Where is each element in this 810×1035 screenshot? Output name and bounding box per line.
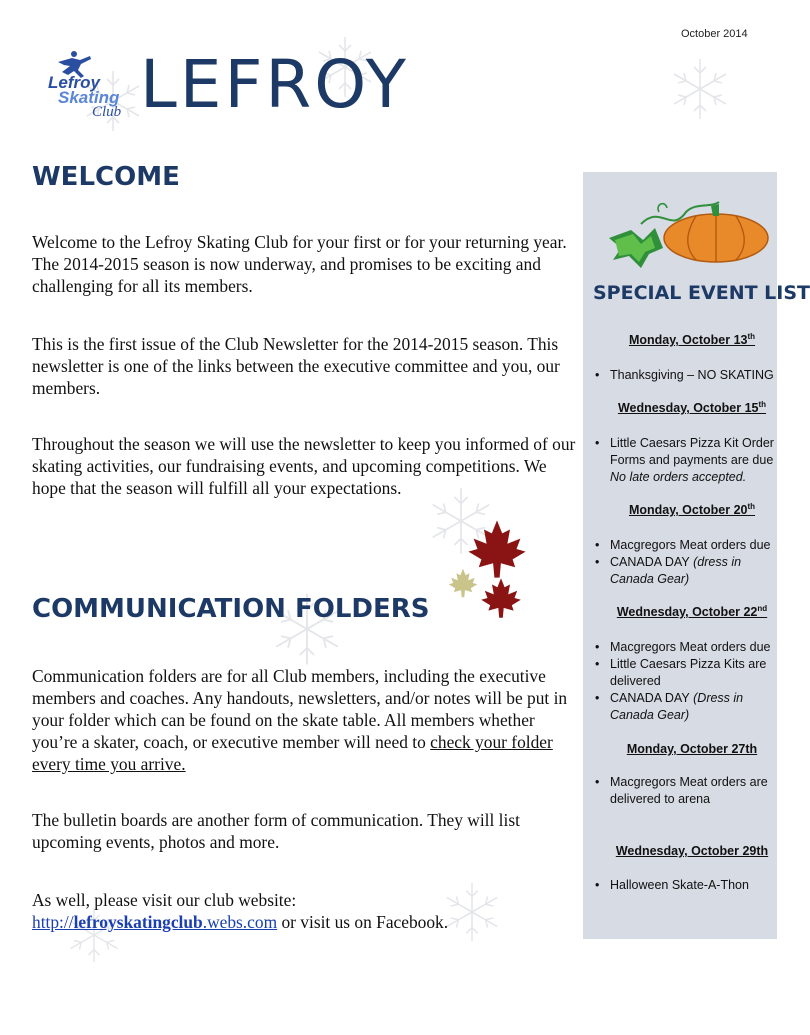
event-date: Wednesday, October 22nd xyxy=(616,604,768,620)
welcome-paragraph-2: This is the first issue of the Club Newsletter for the 2014-2015 season. This newsletter is one of the links between the executive committee and you, our members. xyxy=(32,334,560,398)
newsletter-masthead: LEFROY xyxy=(140,46,409,123)
list-item: • Macgregors Meat orders due xyxy=(595,639,805,656)
list-item: • Thanksgiving – NO SKATING xyxy=(595,367,805,384)
communication-paragraph-1: Communication folders are for all Club members, including the executive members and coaches. Any handouts, newsletters, and/or notes will be put in your folder which can be found on the skate table. All members whether you’re a skater, coach, or executive member will need to check your folder every time you arrive. xyxy=(32,666,568,774)
snowflake-icon xyxy=(667,56,733,122)
event-list xyxy=(595,367,805,384)
pumpkin-icon xyxy=(601,194,776,274)
svg-text:Lefroy: Lefroy xyxy=(48,73,100,92)
maple-leaf-icon xyxy=(445,523,540,623)
special-events-sidebar xyxy=(583,172,810,939)
list-item: • CANADA DAY (dress in Canada Gear) xyxy=(595,554,805,588)
skater-logo-icon xyxy=(44,48,144,120)
list-item: • CANADA DAY (Dress in Canada Gear) xyxy=(595,690,805,724)
event-list xyxy=(595,639,805,724)
list-item: • Halloween Skate-A-Thon xyxy=(595,877,805,894)
list-item: • Macgregors Meat orders are delivered to arena xyxy=(595,774,805,808)
event-list xyxy=(595,877,805,894)
list-item: • Little Caesars Pizza Kits are delivered xyxy=(595,656,805,690)
event-list xyxy=(595,435,805,486)
special-event-list-title: SPECIAL EVENT LIST xyxy=(593,282,810,304)
communication-heading: COMMUNICATION FOLDERS xyxy=(32,594,430,624)
communication-paragraph-2: The bulletin boards are another form of communication. They will list upcoming events, photos and more. xyxy=(32,810,520,852)
event-list xyxy=(595,537,805,588)
list-item: • Little Caesars Pizza Kit Order Forms and payments are due No late orders accepted. xyxy=(595,435,805,486)
list-item: • Macgregors Meat orders due xyxy=(595,537,805,554)
welcome-paragraph-3: Throughout the season we will use the newsletter to keep you informed of our skating activities, our fundraising events, and upcoming competitions. We hope that the season will fulfill all your expectations. xyxy=(32,434,576,498)
event-date: Monday, October 13th xyxy=(628,332,756,348)
communication-paragraph-3: As well, please visit our club website: http://lefroyskatingclub.webs.com or visit us on Facebook. xyxy=(32,890,449,932)
event-list xyxy=(595,774,805,808)
club-website-link[interactable]: http://lefroyskatingclub.webs.com xyxy=(32,912,278,932)
welcome-heading: WELCOME xyxy=(32,162,180,192)
issue-date: October 2014 xyxy=(681,28,748,40)
welcome-paragraph-1: Welcome to the Lefroy Skating Club for your first or for your returning year. The 2014-2015 season is now underway, and promises to be exciting and challenging for all its members. xyxy=(32,232,567,296)
event-date: Monday, October 20th xyxy=(628,502,756,518)
club-logo xyxy=(44,48,144,120)
event-date: Wednesday, October 29th xyxy=(615,844,769,859)
svg-text:Club: Club xyxy=(92,104,122,120)
event-date: Wednesday, October 15th xyxy=(617,400,767,416)
event-date: Monday, October 27th xyxy=(626,742,758,757)
svg-text:Skating: Skating xyxy=(58,88,120,107)
